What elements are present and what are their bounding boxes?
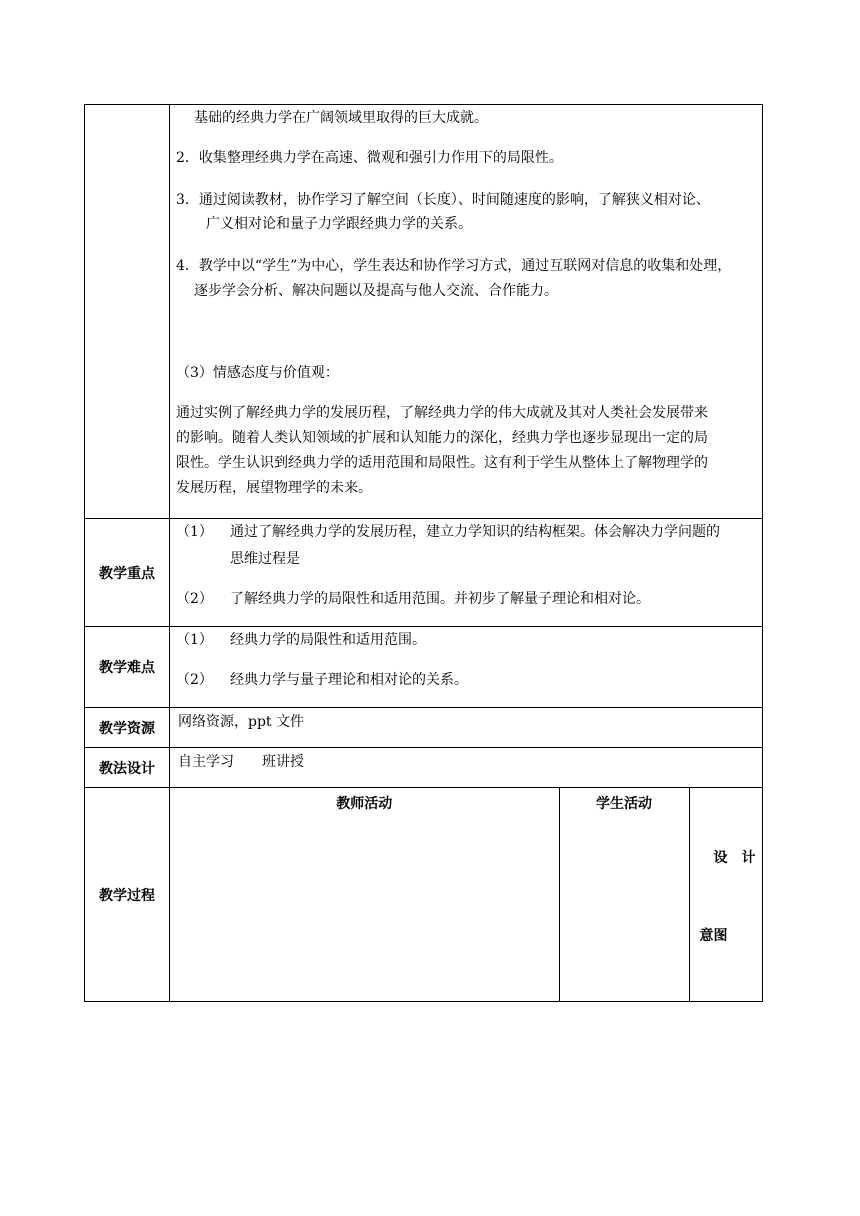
resources-value: 网络资源，ppt 文件 — [178, 714, 304, 730]
resources-label: 教学资源 — [85, 708, 170, 748]
key-point-2-num: （2） — [176, 591, 213, 607]
process-row — [85, 788, 763, 1002]
key-point-1-text-line2: 思维过程是 — [230, 551, 300, 567]
process-label: 教学过程 — [85, 788, 170, 1002]
method-value: 自主学习 班讲授 — [178, 754, 304, 770]
teacher-activity-label: 教师活动 — [336, 796, 393, 812]
resources-row — [85, 708, 763, 748]
process-subtable — [170, 788, 763, 1001]
objective-item-3-line1: 3．通过阅读教材，协作学习了解空间（长度）、时间随速度的影响，了解狭义相对论、 — [176, 192, 710, 208]
objectives-row — [85, 105, 763, 519]
lesson-plan-table — [84, 104, 763, 1002]
objectives-content-cell — [170, 105, 763, 519]
difficulty-2-num: （2） — [176, 672, 213, 688]
difficulty-1-num: （1） — [176, 632, 213, 648]
method-row — [85, 748, 763, 788]
key-points-row — [85, 519, 763, 627]
objective-item-4-line2: 逐步学会分析、解决问题以及提高与他人交流、合作能力。 — [194, 283, 558, 299]
design-intent-label-line2: 意图 — [699, 928, 728, 944]
method-label: 教法设计 — [85, 748, 170, 788]
student-activity-label: 学生活动 — [596, 796, 652, 812]
key-points-label: 教学重点 — [85, 519, 170, 627]
student-activity-header — [559, 788, 689, 1001]
key-point-1-text-line1: 通过了解经典力学的发展历程，建立力学知识的结构框架。体会解决力学问题的 — [230, 524, 720, 540]
section-3-body-line4: 发展历程，展望物理学的未来。 — [176, 480, 372, 496]
resources-content — [170, 708, 763, 748]
teacher-activity-header — [170, 788, 559, 1001]
design-intent-label — [690, 788, 764, 1001]
difficulty-1-text: 经典力学的局限性和适用范围。 — [230, 632, 426, 648]
method-content — [170, 748, 763, 788]
design-intent-label-line1: 设 计 — [713, 850, 756, 866]
design-intent-header — [689, 788, 763, 1001]
objectives-label-cell — [85, 105, 170, 519]
difficulty-2-text: 经典力学与量子理论和相对论的关系。 — [230, 672, 468, 688]
key-point-2-text: 了解经典力学的局限性和适用范围。并初步了解量子理论和相对论。 — [230, 591, 650, 607]
key-point-1-num: （1） — [176, 524, 213, 540]
difficulties-content — [170, 627, 763, 708]
objective-item-2: 2．收集整理经典力学在高速、微观和强引力作用下的局限性。 — [176, 150, 563, 166]
objective-item-3-line2: 广义相对论和量子力学跟经典力学的关系。 — [206, 216, 472, 232]
section-3-body-line2: 的影响。随着人类认知领域的扩展和认知能力的深化，经典力学也逐步显现出一定的局 — [176, 430, 708, 446]
difficulties-row — [85, 627, 763, 708]
section-3-body-line3: 限性。学生认识到经典力学的适用范围和局限性。这有利于学生从整体上了解物理学的 — [176, 455, 708, 471]
key-points-content — [170, 519, 763, 627]
section-3-body-line1: 通过实例了解经典力学的发展历程，了解经典力学的伟大成就及其对人类社会发展带来 — [176, 405, 708, 421]
process-content — [170, 788, 763, 1002]
objective-item-4-line1: 4．教学中以“学生”为中心，学生表达和协作学习方式，通过互联网对信息的收集和处理， — [176, 258, 732, 274]
section-3-title: （3）情感态度与价值观： — [176, 365, 339, 381]
objective-line-0: 基础的经典力学在广阔领域里取得的巨大成就。 — [194, 110, 488, 126]
difficulties-label: 教学难点 — [85, 627, 170, 708]
